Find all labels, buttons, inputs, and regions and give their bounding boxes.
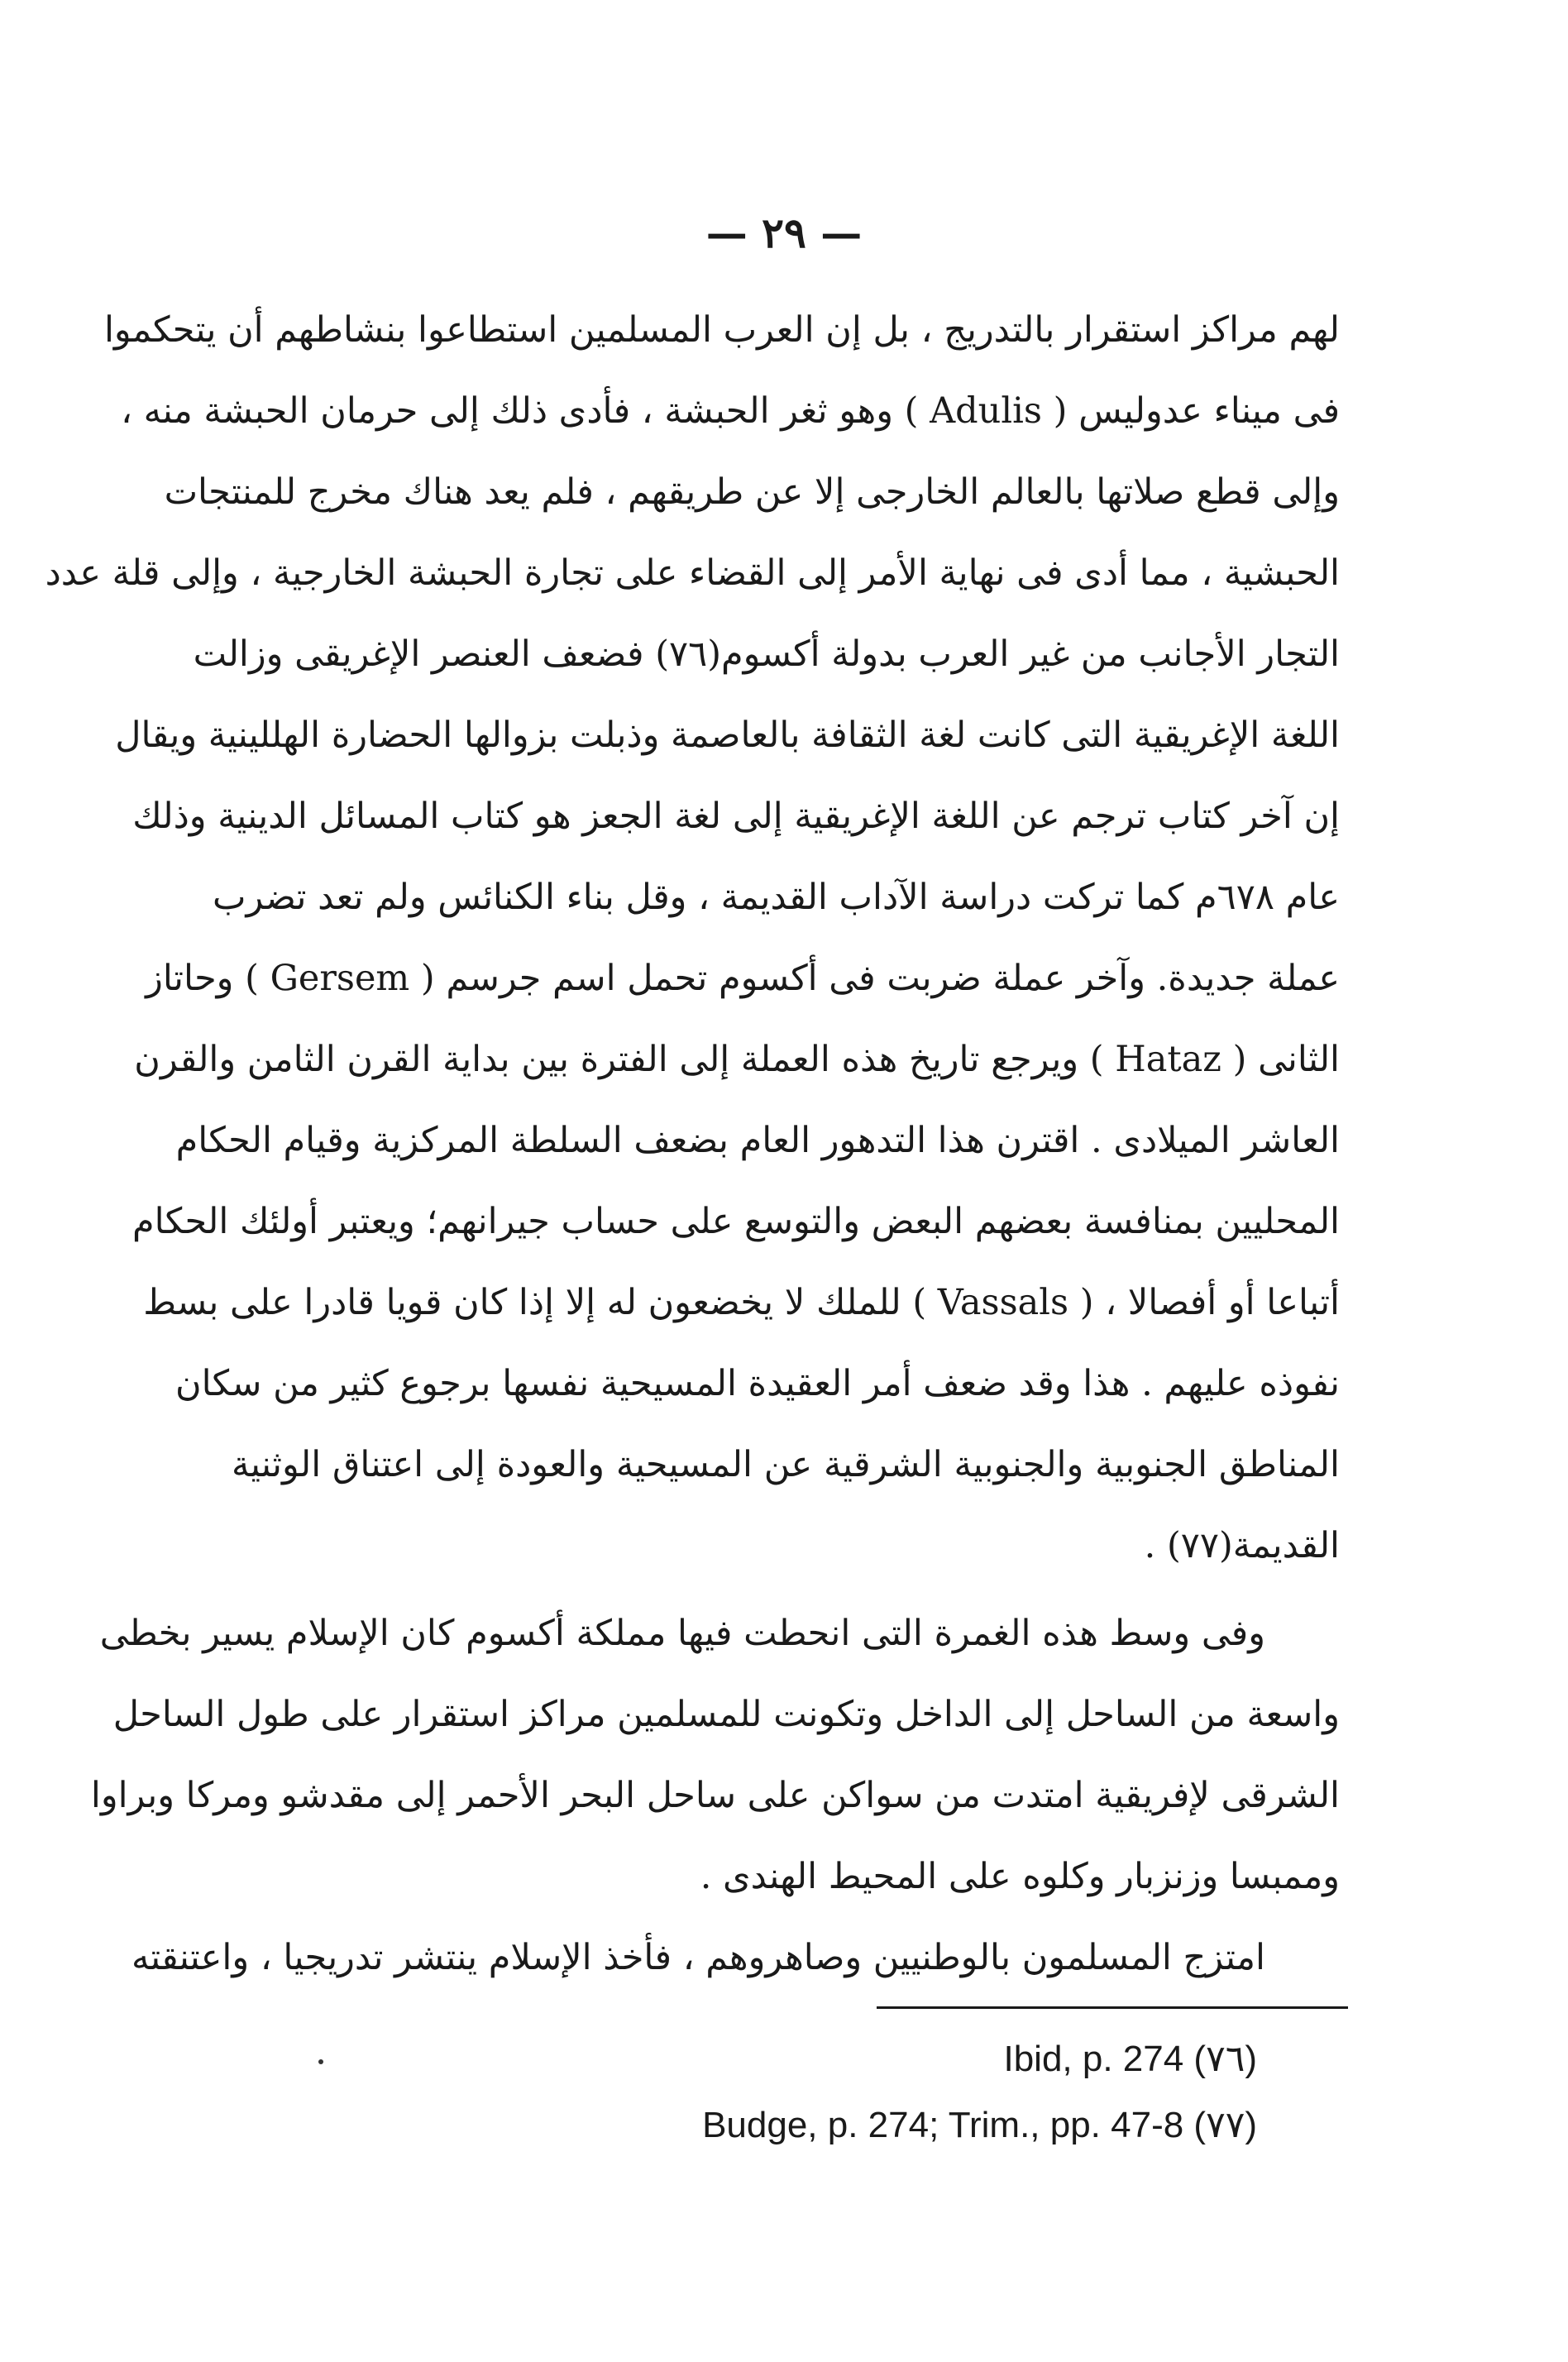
text-line: عام ٦٧٨م كما تركت دراسة الآداب القديمة ، وقل بناء الكنائس ولم تعد تضرب [213, 877, 1340, 918]
text-line: وفى وسط هذه الغمرة التى انحطت فيها مملكة أكسوم كان الإسلام يسير بخطى [99, 1613, 1265, 1654]
text-line: العاشر الميلادى . اقترن هذا التدهور العام بضعف السلطة المركزية وقيام الحكام [175, 1120, 1340, 1161]
page-number: — ٢٩ — [705, 208, 863, 257]
text-line: إن آخر كتاب ترجم عن اللغة الإغريقية إلى لغة الجعز هو كتاب المسائل الدينية وذلك [132, 796, 1340, 837]
text-line: امتزج المسلمون بالوطنيين وصاهروهم ، فأخذ الإسلام ينتشر تدريجيا ، واعتنقته [131, 1937, 1265, 1978]
text-line: لهم مراكز استقرار بالتدريج ، بل إن العرب المسلمين استطاعوا بنشاطهم أن يتحكموا [103, 309, 1340, 351]
text-line: الثانى ( Hataz ) ويرجع تاريخ هذه العملة إلى الفترة بين بداية القرن الثامن والقرن [134, 1039, 1340, 1080]
text-line: الشرقى لإفريقية امتدت من سواكن على ساحل البحر الأحمر إلى مقدشو ومركا وبراوا [90, 1775, 1340, 1816]
paragraph-2 [90, 1593, 1340, 1917]
text-line: المحليين بمنافسة بعضهم البعض والتوسع على حساب جيرانهم؛ ويعتبر أولئك الحكام [132, 1201, 1340, 1242]
text-line: واسعة من الساحل إلى الداخل وتكونت للمسلمين مراكز استقرار على طول الساحل [112, 1694, 1340, 1735]
text-line: التجار الأجانب من غير العرب بدولة أكسوم(٧٦) فضعف العنصر الإغريقى وزالت [193, 634, 1340, 675]
footnote-77: Budge, p. 274; Trim., pp. 47-8 (٧٧) [702, 2105, 1257, 2145]
text-line: وإلى قطع صلاتها بالعالم الخارجى إلا عن طريقهم ، فلم يعد هناك مخرج للمنتجات [164, 471, 1340, 513]
text-line: المناطق الجنوبية والجنوبية الشرقية عن المسيحية والعودة إلى اعتناق الوثنية [232, 1444, 1340, 1485]
paragraph-3 [131, 1917, 1340, 1998]
text-line: عملة جديدة. وآخر عملة ضربت فى أكسوم تحمل اسم جرسم ( Gersem ) وحاتاز [146, 958, 1340, 999]
text-line: الحبشية ، مما أدى فى نهاية الأمر إلى القضاء على تجارة الحبشة الخارجية ، وإلى قلة عدد [45, 552, 1340, 594]
scan-speck [318, 2059, 323, 2064]
text-line: وممبسا وزنزبار وكلوه على المحيط الهندى . [700, 1856, 1340, 1897]
body-text [45, 289, 1340, 1998]
text-line: اللغة الإغريقية التى كانت لغة الثقافة بالعاصمة وذبلت بزوالها الحضارة الهللينية ويقال [115, 715, 1340, 756]
text-line: القديمة(٧٧) . [1144, 1525, 1340, 1566]
footnote-separator [877, 2006, 1348, 2009]
footnotes [579, 2026, 1257, 2159]
text-line: فى ميناء عدوليس ( Adulis ) وهو ثغر الحبشة ، فأدى ذلك إلى حرمان الحبشة منه ، [121, 390, 1340, 432]
paragraph-gap [232, 1586, 1340, 1593]
text-line: نفوذه عليهم . هذا وقد ضعف أمر العقيدة المسيحية نفسها برجوع كثير من سكان [175, 1363, 1340, 1404]
paragraph-1 [45, 289, 1340, 1586]
footnote-76: Ibid, p. 274 (٧٦) [1003, 2039, 1257, 2079]
text-line: أتباعا أو أفصالا ، ( Vassals ) للملك لا يخضعون له إلا إذا كان قويا قادرا على بسط [143, 1282, 1340, 1323]
